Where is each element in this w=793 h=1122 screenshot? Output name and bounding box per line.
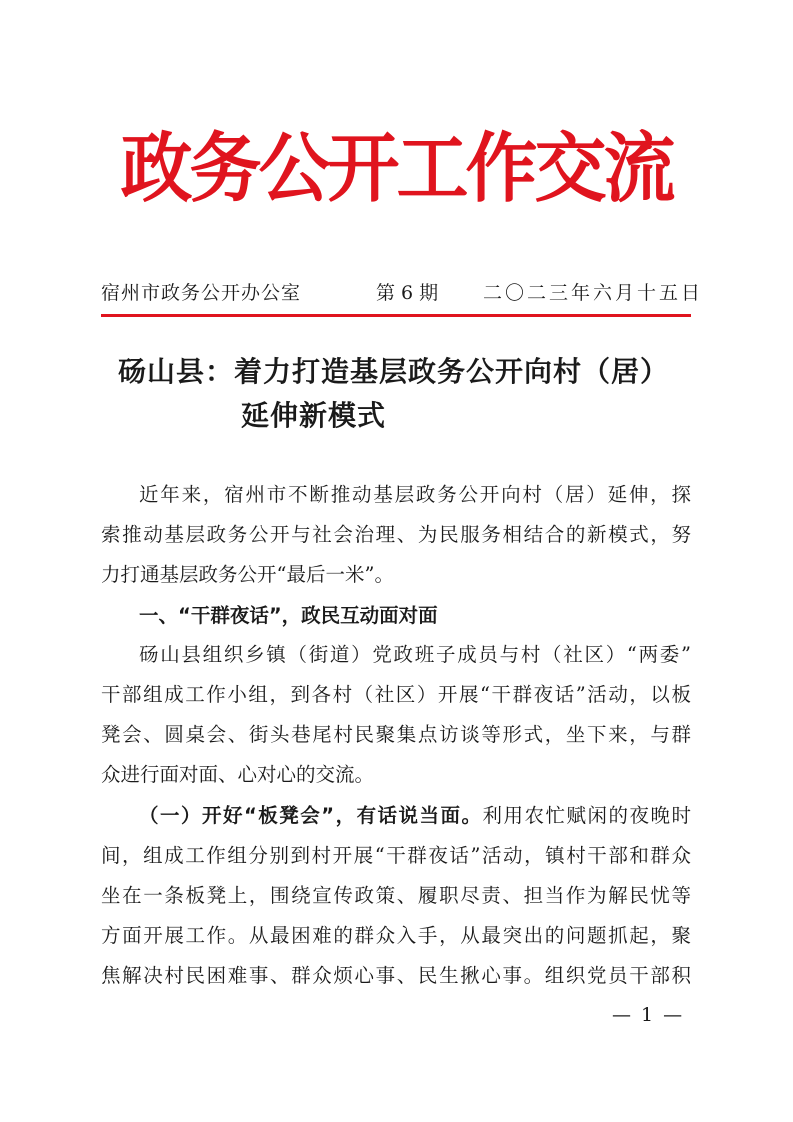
intro-line-2: 索推动基层政务公开与社会治理、为民服务相结合的新模式，努 [101,523,691,546]
section1-line-3: 凳会、圆桌会、街头巷尾村民聚集点访谈等形式，坐下来，与群 [101,723,691,746]
subsection1-line-4: 方面开展工作。从最困难的群众入手，从最突出的问题抓起，聚 [101,924,691,947]
page-number: — 1 — [612,1004,685,1026]
intro-line-1: 近年来，宿州市不断推动基层政务公开向村（居）延伸，探 [139,483,691,506]
issuer-name: 宿州市政务公开办公室 [101,282,302,304]
section1-line-1: 砀山县组织乡镇（街道）党政班子成员与村（社区）“两委” [139,643,691,666]
section1-line-4: 众进行面对面、心对心的交流。 [101,763,375,786]
intro-line-3: 力打通基层政务公开“最后一米”。 [101,563,394,586]
issue-number: 第 6 期 [376,282,439,304]
section-heading-1: 一、“干群夜话”，政民互动面对面 [139,604,438,627]
masthead-divider [101,314,691,317]
subsection1-line-3: 坐在一条板凳上，围绕宣传政策、履职尽责、担当作为解民忧等 [101,884,691,907]
subsection1-line-2: 间，组成工作组分别到村开展“干群夜话”活动，镇村干部和群众 [101,844,691,867]
issue-date: 二〇二三年六月十五日 [483,282,704,304]
issue-info-row [101,278,704,308]
article-title-line-2: 延伸新模式 [241,399,387,432]
masthead-title: 政务公开工作交流 [120,122,673,213]
subsection1-line-5: 焦解决村民困难事、群众烦心事、民生揪心事。组织党员干部积 [101,964,691,987]
subsection1-line-1-text: 利用农忙赋闲的夜晚时 [482,804,691,827]
subsection-heading-1: （一）开好“板凳会”，有话说当面。 [139,804,483,827]
section1-line-2: 干部组成工作小组，到各村（社区）开展“干群夜话”活动，以板 [101,683,691,706]
subsection1-line-1 [101,796,691,836]
article-title-line-1: 砀山县：着力打造基层政务公开向村（居） [118,355,670,388]
